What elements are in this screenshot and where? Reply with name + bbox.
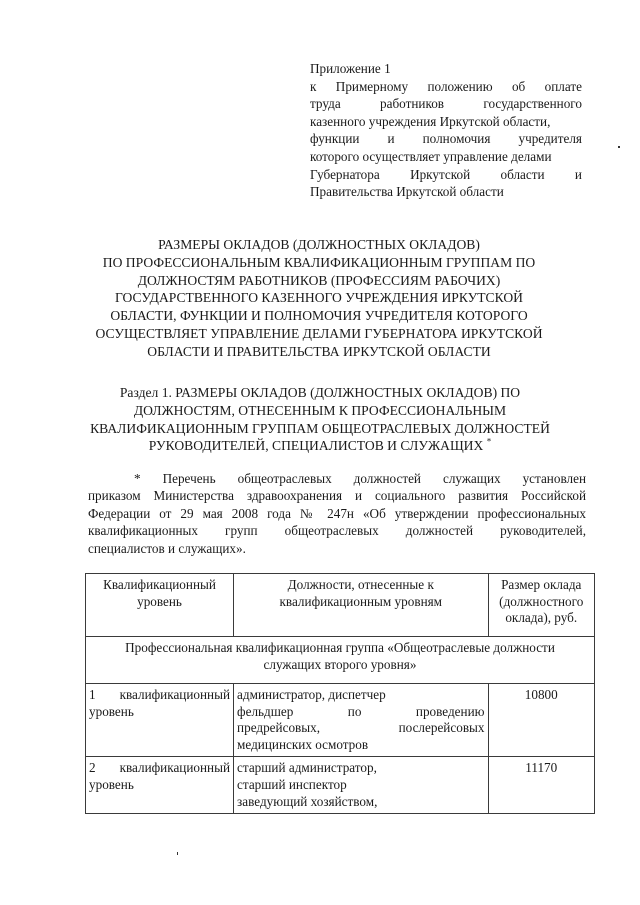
title-line: ОСУЩЕСТВЛЯЕТ УПРАВЛЕНИЕ ДЕЛАМИ ГУБЕРНАТОРА ИРКУТСКОЙ xyxy=(95,325,543,341)
scan-speck xyxy=(177,852,178,855)
title-line: ОБЛАСТИ И ПРАВИТЕЛЬСТВА ИРКУТСКОЙ ОБЛАСТИ xyxy=(147,343,491,359)
appendix-block xyxy=(310,60,582,201)
section-heading xyxy=(86,384,554,455)
section-line xyxy=(86,437,554,455)
footnote-line: * Перечень общеотраслевых должностей служащих установлен xyxy=(134,471,586,486)
table-row xyxy=(86,757,595,814)
level-cell: 2 квалификационный уровень xyxy=(86,757,234,814)
title-line: ОБЛАСТИ, ФУНКЦИИ И ПОЛНОМОЧИЯ УЧРЕДИТЕЛЯ КОТОРОГО xyxy=(110,308,528,324)
header-level: Квалификационный уровень xyxy=(86,574,234,637)
title-line: ГОСУДАРСТВЕННОГО КАЗЕННОГО УЧРЕЖДЕНИЯ ИРКУТСКОЙ xyxy=(115,290,523,306)
appendix-line: труда работников государственного xyxy=(310,96,582,112)
appendix-line: которого осуществляет управление делами xyxy=(310,148,552,164)
salary-cell: 10800 xyxy=(488,684,595,757)
appendix-line: Губернатора Иркутской области и xyxy=(310,166,582,182)
section-line: ДОЛЖНОСТЯМ, ОТНЕСЕННЫМ К ПРОФЕССИОНАЛЬНЫМ xyxy=(133,402,507,418)
table-group-row xyxy=(86,637,595,684)
footnote-mark: * xyxy=(486,436,492,447)
title-line: РАЗМЕРЫ ОКЛАДОВ (ДОЛЖНОСТНЫХ ОКЛАДОВ) xyxy=(158,237,480,252)
footnote-line: специалистов и служащих». xyxy=(88,540,246,556)
footnote-line: Федерации от 29 мая 2008 года № 247н «Об утверждении профессиональных xyxy=(88,505,586,521)
positions-cell: старший администратор, старший инспектор заведующий хозяйством, xyxy=(234,757,488,814)
group-title: Профессиональная квалификационная группа «Общеотраслевые должности служащих второго уровня» xyxy=(86,637,595,684)
level-cell: 1 квалификационный уровень xyxy=(86,684,234,757)
scan-speck xyxy=(618,146,620,148)
document-title xyxy=(70,236,568,361)
footnote-line: приказом Министерства здравоохранения и социального развития Российской xyxy=(88,488,586,504)
appendix-line: Приложение 1 xyxy=(310,61,391,76)
appendix-line: к Примерному положению об оплате xyxy=(310,78,582,94)
table-header-row xyxy=(86,574,595,637)
footnote-line: квалификационных групп общеотраслевых должностей руководителей, xyxy=(88,523,586,539)
salary-cell: 11170 xyxy=(488,757,595,814)
table-row xyxy=(86,684,595,757)
section-line: КВАЛИФИКАЦИОННЫМ ГРУППАМ ОБЩЕОТРАСЛЕВЫХ ДОЛЖНОСТЕЙ xyxy=(90,420,550,436)
section-line-text: РУКОВОДИТЕЛЕЙ, СПЕЦИАЛИСТОВ И СЛУЖАЩИХ xyxy=(148,438,484,454)
header-salary: Размер оклада (должностного оклада), руб. xyxy=(488,574,595,637)
header-positions: Должности, отнесенные к квалификационным уровням xyxy=(234,574,488,637)
title-line: ПО ПРОФЕССИОНАЛЬНЫМ КВАЛИФИКАЦИОННЫМ ГРУППАМ ПО xyxy=(102,254,536,270)
appendix-line: функции и полномочия учредителя xyxy=(310,131,582,147)
appendix-line: казенного учреждения Иркутской области, xyxy=(310,113,551,129)
positions-cell: администратор, диспетчер фельдшер по проведению предрейсовых, послерейсовых медицинских осмотров xyxy=(234,684,488,757)
section-line: Раздел 1. РАЗМЕРЫ ОКЛАДОВ (ДОЛЖНОСТНЫХ ОКЛАДОВ) ПО xyxy=(119,385,521,400)
title-line: ДОЛЖНОСТЯМ РАБОТНИКОВ (ПРОФЕССИЯМ РАБОЧИХ) xyxy=(137,272,501,288)
footnote-paragraph xyxy=(88,470,586,557)
appendix-line: Правительства Иркутской области xyxy=(310,184,504,200)
salary-table xyxy=(85,573,595,814)
